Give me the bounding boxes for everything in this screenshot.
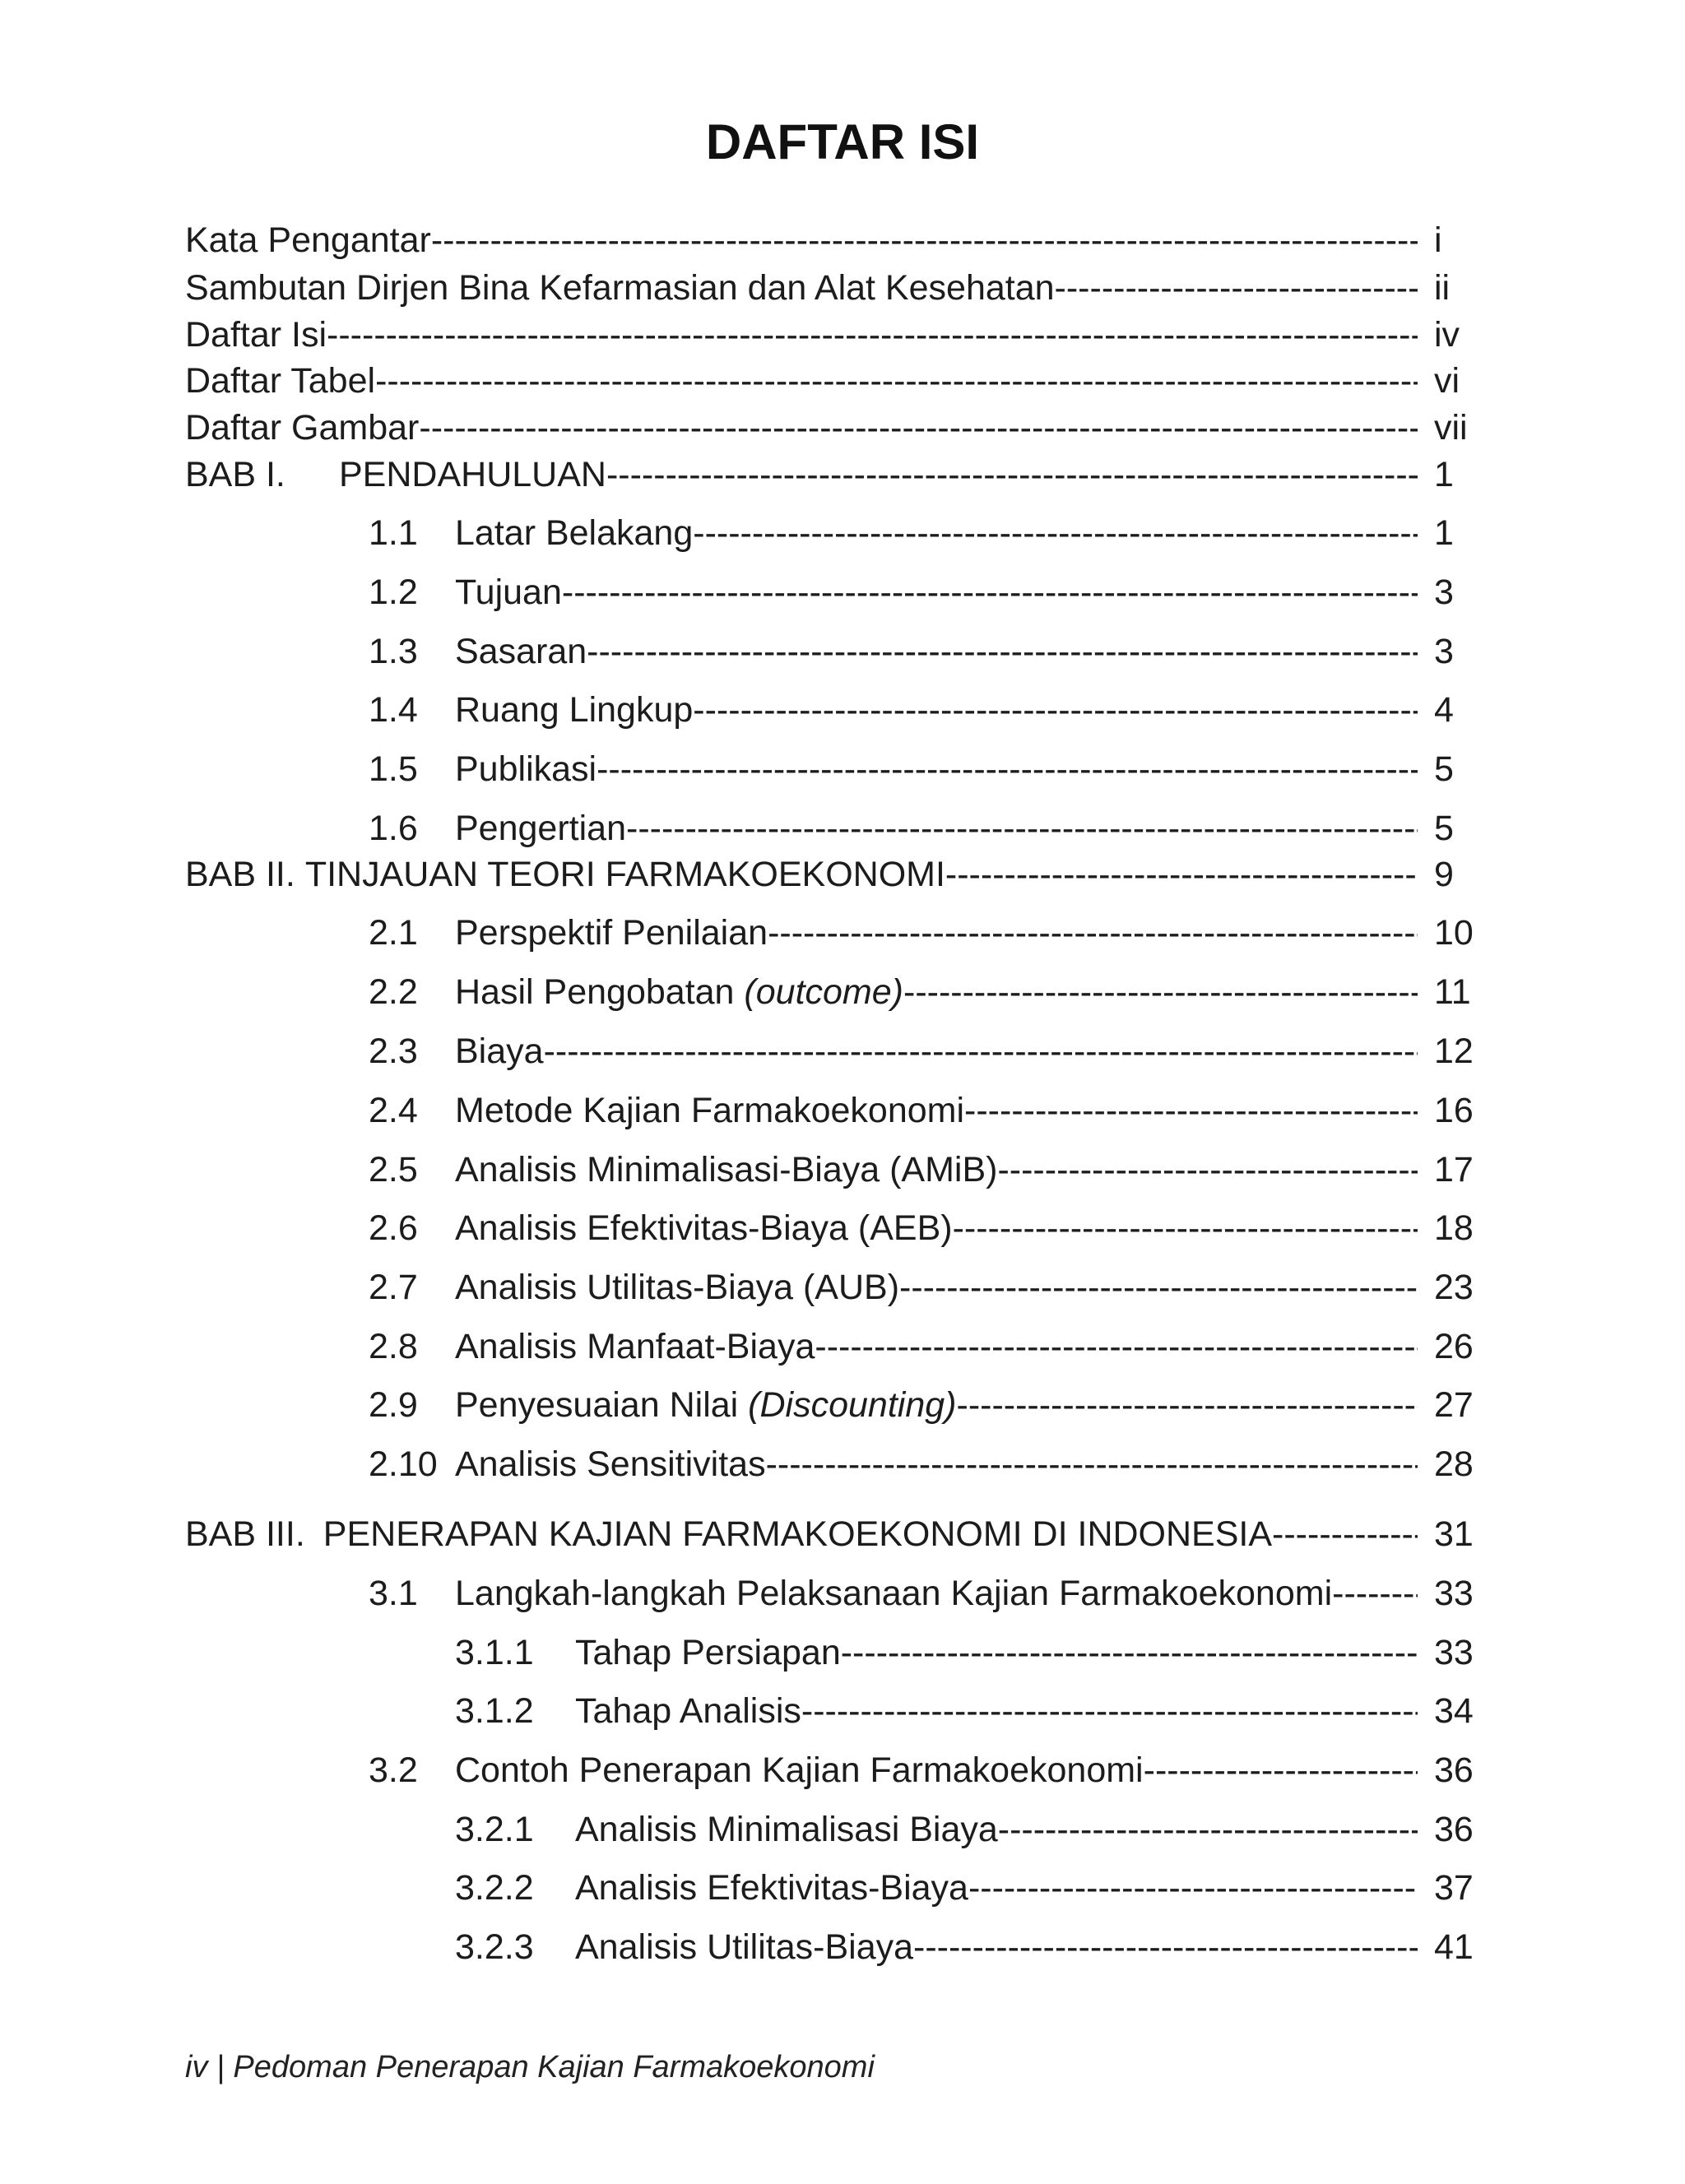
toc-entry[interactable] xyxy=(455,1922,1418,1972)
section-number: 2.5 xyxy=(369,1150,418,1189)
leader-dots xyxy=(596,749,1418,789)
toc-page-number: 1 xyxy=(1434,455,1454,494)
toc-entry[interactable] xyxy=(185,263,1418,313)
toc-page-number: 5 xyxy=(1434,809,1454,848)
toc-entry-title: Hasil Pengobatan xyxy=(455,972,735,1012)
toc-page-number: 27 xyxy=(1434,1385,1474,1425)
toc-entry-title: Daftar Tabel xyxy=(185,361,376,401)
toc-entry[interactable] xyxy=(455,1628,1418,1677)
toc-page-number: vi xyxy=(1434,361,1460,401)
toc-entry[interactable] xyxy=(369,508,1418,558)
toc-entry-title: Daftar Isi xyxy=(185,315,327,355)
toc-entry-title: Pengertian xyxy=(455,809,626,848)
toc-page-number: vii xyxy=(1434,408,1468,447)
toc-entry-title: Sasaran xyxy=(455,632,587,671)
toc-entry-title: Metode Kajian Farmakoekonomi xyxy=(455,1091,965,1130)
toc-page-number: 28 xyxy=(1434,1444,1474,1484)
leader-dots xyxy=(998,1810,1418,1849)
section-number: 3.1.1 xyxy=(455,1633,534,1672)
toc-page-number: 34 xyxy=(1434,1691,1474,1731)
leader-dots xyxy=(841,1633,1418,1672)
toc-chapter[interactable] xyxy=(185,850,1418,899)
section-number: 1.1 xyxy=(369,513,418,553)
leader-dots xyxy=(968,1868,1418,1908)
section-number: 2.7 xyxy=(369,1268,418,1307)
toc-page-number: iv xyxy=(1434,315,1460,355)
leader-dots xyxy=(419,408,1418,447)
toc-entry[interactable] xyxy=(455,1863,1418,1913)
toc-entry[interactable] xyxy=(369,967,1418,1017)
toc-page-number: 36 xyxy=(1434,1750,1474,1790)
toc-entry-title-italic: (outcome) xyxy=(744,972,903,1012)
toc-entry-title: Analisis Sensitivitas xyxy=(455,1444,766,1484)
toc-entry[interactable] xyxy=(369,804,1418,853)
leader-dots xyxy=(766,1444,1418,1484)
toc-entry[interactable] xyxy=(185,356,1418,406)
leader-dots xyxy=(899,1268,1418,1307)
toc-page-number: 36 xyxy=(1434,1810,1474,1849)
leader-dots xyxy=(1144,1750,1418,1790)
leader-dots xyxy=(327,315,1418,355)
toc-page-number: 41 xyxy=(1434,1927,1474,1967)
section-number: 2.9 xyxy=(369,1385,418,1425)
toc-entry[interactable] xyxy=(369,685,1418,735)
leader-dots xyxy=(903,972,1418,1012)
leader-dots xyxy=(997,1150,1418,1189)
toc-entry-title: Langkah-langkah Pelaksanaan Kajian Farmakoekonomi xyxy=(455,1574,1333,1613)
toc-entry[interactable] xyxy=(369,1569,1418,1618)
toc-entry-title: Biaya xyxy=(455,1032,544,1071)
leader-dots xyxy=(431,220,1418,260)
toc-entry[interactable] xyxy=(455,1805,1418,1854)
toc-entry[interactable] xyxy=(185,216,1418,265)
toc-chapter[interactable] xyxy=(185,1509,1418,1559)
leader-dots xyxy=(693,513,1418,553)
toc-page-number: ii xyxy=(1434,268,1451,308)
section-number: 3.2.2 xyxy=(455,1868,534,1908)
toc-entry-title: PENERAPAN KAJIAN FARMAKOEKONOMI DI INDONESIA xyxy=(323,1514,1273,1554)
leader-dots xyxy=(587,632,1418,671)
toc-entry-title: Tahap Persiapan xyxy=(575,1633,841,1672)
leader-dots xyxy=(693,690,1418,730)
toc-page-number: 9 xyxy=(1434,855,1454,894)
section-number: 3.2 xyxy=(369,1750,418,1790)
toc-entry[interactable] xyxy=(369,1746,1418,1795)
toc-entry[interactable] xyxy=(369,1145,1418,1194)
section-number: 3.1 xyxy=(369,1574,418,1613)
leader-dots xyxy=(606,455,1418,494)
leader-dots xyxy=(801,1691,1418,1731)
toc-entry-title: Perspektif Penilaian xyxy=(455,913,768,953)
chapter-number: BAB III. xyxy=(185,1514,305,1554)
toc-entry-title: Analisis Utilitas-Biaya xyxy=(575,1927,914,1967)
toc-entry-title: Contoh Penerapan Kajian Farmakoekonomi xyxy=(455,1750,1144,1790)
toc-entry-title: Tahap Analisis xyxy=(575,1691,801,1731)
toc-entry[interactable] xyxy=(185,310,1418,359)
toc-page-number: 5 xyxy=(1434,749,1454,789)
toc-entry[interactable] xyxy=(369,1086,1418,1135)
toc-page-number: 4 xyxy=(1434,690,1454,730)
toc-entry[interactable] xyxy=(455,1686,1418,1736)
section-number: 1.2 xyxy=(369,573,418,612)
toc-entry-title: Ruang Lingkup xyxy=(455,690,694,730)
toc-entry[interactable] xyxy=(369,1027,1418,1076)
toc-page-number: 3 xyxy=(1434,632,1454,671)
page-footer: iv | Pedoman Penerapan Kajian Farmakoekonomi xyxy=(185,2050,875,2084)
leader-dots xyxy=(1332,1574,1418,1613)
section-number: 1.6 xyxy=(369,809,418,848)
section-number: 2.3 xyxy=(369,1032,418,1071)
toc-entry[interactable] xyxy=(369,1322,1418,1371)
toc-entry-title: Daftar Gambar xyxy=(185,408,420,447)
toc-entry[interactable] xyxy=(185,403,1418,452)
section-number: 3.1.2 xyxy=(455,1691,534,1731)
leader-dots xyxy=(1272,1514,1418,1554)
page-title: DAFTAR ISI xyxy=(705,114,980,169)
toc-entry-title: Sambutan Dirjen Bina Kefarmasian dan Alat Kesehatan xyxy=(185,268,1055,308)
section-number: 2.1 xyxy=(369,913,418,953)
leader-dots xyxy=(953,1208,1418,1248)
section-number: 2.8 xyxy=(369,1327,418,1366)
toc-page-number: 26 xyxy=(1434,1327,1474,1366)
leader-dots xyxy=(945,855,1418,894)
toc-page-number: 37 xyxy=(1434,1868,1474,1908)
toc-entry-title: Analisis Minimalisasi-Biaya (AMiB) xyxy=(455,1150,998,1189)
section-number: 2.2 xyxy=(369,972,418,1012)
toc-entry[interactable] xyxy=(369,1203,1418,1253)
toc-page-number: 18 xyxy=(1434,1208,1474,1248)
toc-entry[interactable] xyxy=(369,1440,1418,1489)
leader-dots xyxy=(768,913,1418,953)
toc-page-number: 1 xyxy=(1434,513,1454,553)
leader-dots xyxy=(913,1927,1418,1967)
toc-entry[interactable] xyxy=(369,627,1418,676)
toc-page-number: 11 xyxy=(1434,972,1471,1012)
toc-page-number: 17 xyxy=(1434,1150,1474,1189)
toc-entry-title-italic: (Discounting) xyxy=(748,1385,957,1425)
chapter-number: BAB I. xyxy=(185,455,285,494)
section-number: 1.3 xyxy=(369,632,418,671)
leader-dots xyxy=(562,573,1418,612)
toc-entry-title: Analisis Utilitas-Biaya (AUB) xyxy=(455,1268,900,1307)
toc-page-number: 12 xyxy=(1434,1032,1474,1071)
toc-entry-title: Tujuan xyxy=(455,573,562,612)
toc-entry[interactable] xyxy=(369,908,1418,958)
leader-dots xyxy=(544,1032,1418,1071)
toc-entry-title: Analisis Minimalisasi Biaya xyxy=(575,1810,998,1849)
toc-page-number: i xyxy=(1434,220,1442,260)
toc-entry[interactable] xyxy=(369,744,1418,794)
section-number: 1.5 xyxy=(369,749,418,789)
leader-dots xyxy=(1055,268,1418,308)
toc-entry-title: Latar Belakang xyxy=(455,513,694,553)
toc-entry[interactable] xyxy=(369,1380,1418,1430)
toc-entry-title: Analisis Efektivitas-Biaya xyxy=(575,1868,968,1908)
toc-entry-title: Analisis Manfaat-Biaya xyxy=(455,1327,815,1366)
leader-dots xyxy=(375,361,1418,401)
leader-dots xyxy=(957,1385,1418,1425)
leader-dots xyxy=(815,1327,1418,1366)
toc-page-number: 10 xyxy=(1434,913,1474,953)
section-number: 2.4 xyxy=(369,1091,418,1130)
leader-dots xyxy=(626,809,1418,848)
section-number: 2.10 xyxy=(369,1444,438,1484)
toc-chapter[interactable] xyxy=(185,450,1418,499)
section-number: 2.6 xyxy=(369,1208,418,1248)
toc-page-number: 16 xyxy=(1434,1091,1474,1130)
toc-entry-title: Publikasi xyxy=(455,749,597,789)
section-number: 3.2.1 xyxy=(455,1810,534,1849)
toc-entry[interactable] xyxy=(369,568,1418,617)
toc-page-number: 33 xyxy=(1434,1633,1474,1672)
toc-page-number: 31 xyxy=(1434,1514,1474,1554)
section-number: 1.4 xyxy=(369,690,418,730)
toc-page-number: 33 xyxy=(1434,1574,1474,1613)
toc-entry[interactable] xyxy=(369,1263,1418,1312)
chapter-number: BAB II. xyxy=(185,855,295,894)
toc-entry-title: PENDAHULUAN xyxy=(339,455,606,494)
toc-page-number: 3 xyxy=(1434,573,1454,612)
toc-entry-title: TINJAUAN TEORI FARMAKOEKONOMI xyxy=(304,855,945,894)
toc-entry-title: Analisis Efektivitas-Biaya (AEB) xyxy=(455,1208,953,1248)
toc-entry-title: Kata Pengantar xyxy=(185,220,431,260)
toc-page-number: 23 xyxy=(1434,1268,1474,1307)
toc-entry-title: Penyesuaian Nilai xyxy=(455,1385,739,1425)
leader-dots xyxy=(964,1091,1418,1130)
section-number: 3.2.3 xyxy=(455,1927,534,1967)
